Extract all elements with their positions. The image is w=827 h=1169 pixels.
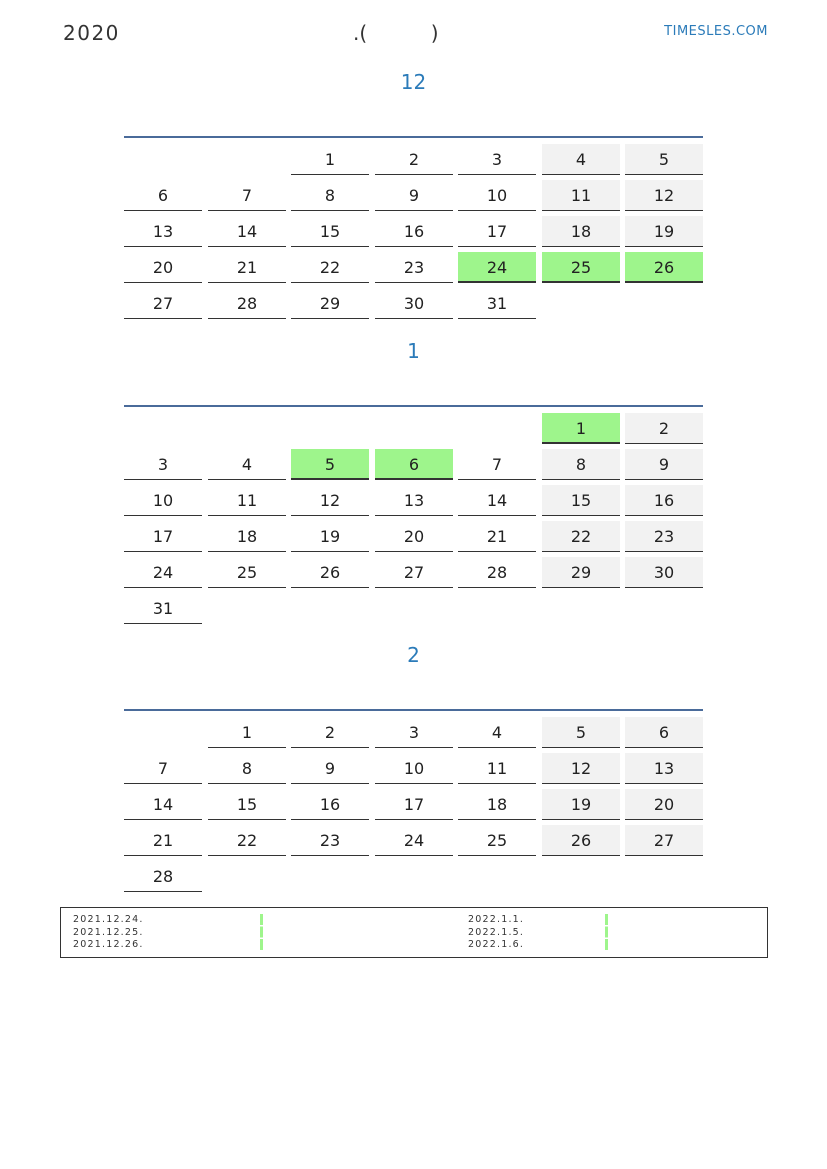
- day-cell: 9: [375, 180, 453, 211]
- day-cell: 4: [208, 449, 286, 480]
- day-cell: 8: [208, 753, 286, 784]
- day-cell: 19: [291, 521, 369, 552]
- day-cell: 6: [375, 449, 453, 480]
- day-cell: 18: [208, 521, 286, 552]
- day-cell: 9: [291, 753, 369, 784]
- day-cell: 2: [625, 413, 703, 444]
- day-cell: 3: [375, 717, 453, 748]
- legend-date: 2021.12.24.: [73, 914, 144, 925]
- day-cell: 5: [625, 144, 703, 175]
- day-cell: 21: [124, 825, 202, 856]
- day-cell: 22: [291, 252, 369, 283]
- day-cell: 23: [291, 825, 369, 856]
- day-cell: 13: [124, 216, 202, 247]
- day-cell: 29: [542, 557, 620, 588]
- day-cell: 18: [458, 789, 536, 820]
- day-cell: 21: [458, 521, 536, 552]
- day-cell: 7: [458, 449, 536, 480]
- day-cell: 23: [375, 252, 453, 283]
- day-cell: 20: [124, 252, 202, 283]
- legend-date: 2021.12.25.: [73, 926, 144, 938]
- legend-color-bar: [260, 914, 263, 950]
- day-cell: 31: [458, 288, 536, 319]
- day-cell: 25: [458, 825, 536, 856]
- holiday-legend: [60, 907, 768, 958]
- day-cell: 24: [458, 252, 536, 283]
- day-cell: 17: [458, 216, 536, 247]
- day-cell: 12: [625, 180, 703, 211]
- day-cell: 18: [542, 216, 620, 247]
- day-cell: 11: [458, 753, 536, 784]
- year-label: 2020: [63, 21, 120, 45]
- day-cell: 16: [291, 789, 369, 820]
- day-cell: 5: [542, 717, 620, 748]
- day-cell: 30: [625, 557, 703, 588]
- day-cell: 2: [291, 717, 369, 748]
- day-cell: 7: [124, 753, 202, 784]
- day-cell: 6: [625, 717, 703, 748]
- day-cell: 30: [375, 288, 453, 319]
- day-cell: 26: [542, 825, 620, 856]
- day-cell: 2: [375, 144, 453, 175]
- day-cell: 1: [542, 413, 620, 444]
- day-cell: 3: [124, 449, 202, 480]
- month-grid: [124, 136, 703, 324]
- day-cell: 15: [208, 789, 286, 820]
- legend-date: 2022.1.5.: [468, 926, 525, 938]
- day-cell: 26: [291, 557, 369, 588]
- day-cell: 14: [124, 789, 202, 820]
- day-cell: 10: [375, 753, 453, 784]
- day-cell: 16: [375, 216, 453, 247]
- day-cell: 11: [542, 180, 620, 211]
- day-cell: 23: [625, 521, 703, 552]
- day-cell: 14: [458, 485, 536, 516]
- day-cell: 16: [625, 485, 703, 516]
- day-cell: 24: [375, 825, 453, 856]
- day-cell: 3: [458, 144, 536, 175]
- day-cell: 17: [124, 521, 202, 552]
- day-cell: 27: [124, 288, 202, 319]
- day-cell: 31: [124, 593, 202, 624]
- day-cell: 22: [542, 521, 620, 552]
- day-cell: 10: [458, 180, 536, 211]
- day-cell: 1: [208, 717, 286, 748]
- legend-color-bar: [605, 914, 608, 950]
- day-cell: 20: [625, 789, 703, 820]
- day-cell: 8: [542, 449, 620, 480]
- page-header: [63, 20, 768, 50]
- legend-left-dates: [73, 914, 144, 952]
- day-cell: 14: [208, 216, 286, 247]
- day-cell: 5: [291, 449, 369, 480]
- day-cell: 27: [625, 825, 703, 856]
- day-cell: 12: [291, 485, 369, 516]
- month-grid: [124, 405, 703, 629]
- day-cell: 20: [375, 521, 453, 552]
- day-cell: 28: [458, 557, 536, 588]
- day-cell: 27: [375, 557, 453, 588]
- day-cell: 22: [208, 825, 286, 856]
- legend-date: 2022.1.1.: [468, 914, 525, 925]
- day-cell: 10: [124, 485, 202, 516]
- day-cell: 17: [375, 789, 453, 820]
- day-cell: 24: [124, 557, 202, 588]
- day-cell: 13: [625, 753, 703, 784]
- day-cell: 29: [291, 288, 369, 319]
- day-cell: 1: [291, 144, 369, 175]
- month-title: 2: [407, 643, 420, 667]
- legend-date: 2021.12.26.: [73, 939, 144, 950]
- month-title: 1: [407, 339, 420, 363]
- title-paren: .( ): [353, 21, 439, 45]
- day-cell: 25: [542, 252, 620, 283]
- day-cell: 12: [542, 753, 620, 784]
- day-cell: 6: [124, 180, 202, 211]
- day-cell: 15: [291, 216, 369, 247]
- day-cell: 28: [124, 861, 202, 892]
- day-cell: 11: [208, 485, 286, 516]
- day-cell: 8: [291, 180, 369, 211]
- month-title: 12: [400, 70, 427, 94]
- legend-right-dates: [468, 914, 524, 952]
- month-grid: [124, 709, 703, 897]
- day-cell: 28: [208, 288, 286, 319]
- day-cell: 19: [542, 789, 620, 820]
- day-cell: 13: [375, 485, 453, 516]
- day-cell: 4: [458, 717, 536, 748]
- day-cell: 26: [625, 252, 703, 283]
- day-cell: 19: [625, 216, 703, 247]
- legend-date: 2022.1.6.: [468, 939, 525, 950]
- day-cell: 9: [625, 449, 703, 480]
- brand-link[interactable]: TIMESLES.COM: [664, 24, 768, 39]
- day-cell: 4: [542, 144, 620, 175]
- day-cell: 25: [208, 557, 286, 588]
- day-cell: 21: [208, 252, 286, 283]
- day-cell: 7: [208, 180, 286, 211]
- day-cell: 15: [542, 485, 620, 516]
